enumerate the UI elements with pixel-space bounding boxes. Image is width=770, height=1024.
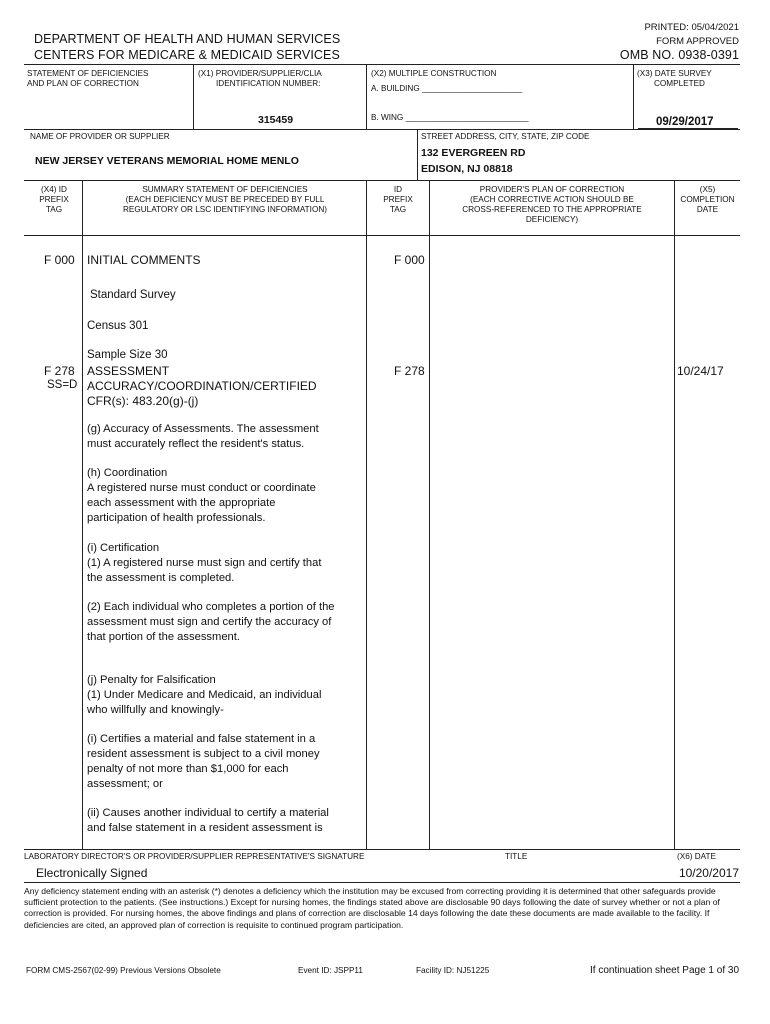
completion-date: 10/24/17 [677, 364, 724, 378]
paragraph-2: (2) Each individual who completes a portion of the assessment must sign and certify the accuracy of that portion of the assessment. [87, 601, 335, 643]
printed-date: PRINTED: 05/04/2021 [644, 22, 739, 33]
paragraph-i: (i) Certification (1) A registered nurse must sign and certify that the assessment is completed. [87, 542, 322, 584]
plan-header-line-2: (EACH CORRECTIVE ACTION SHOULD BE [470, 195, 634, 204]
date-label: (X6) DATE [677, 852, 716, 861]
x1-label: (X1) PROVIDER/SUPPLIER/CLIA [198, 69, 322, 78]
signature-label: LABORATORY DIRECTOR'S OR PROVIDER/SUPPLIER REPRESENTATIVE'S SIGNATURE [24, 852, 365, 861]
provider-number: 315459 [258, 114, 294, 126]
x5-header-line-1: (X5) [699, 185, 716, 194]
id-header-line-3: TAG [389, 205, 407, 214]
survey-date: 09/29/2017 [656, 116, 714, 128]
address-label: STREET ADDRESS, CITY, STATE, ZIP CODE [421, 132, 590, 141]
assessment-heading: ASSESSMENT ACCURACY/COORDINATION/CERTIFIED CFR(s): 483.20(g)-(j) [87, 364, 317, 408]
x4-header-line-1: (X4) ID [41, 185, 67, 194]
x3-label: (X3) DATE SURVEY [637, 69, 712, 78]
paragraph-j: (j) Penalty for Falsification (1) Under Medicare and Medicaid, an individual who willfully and knowingly- [87, 674, 322, 716]
provider-name-label: NAME OF PROVIDER OR SUPPLIER [30, 132, 170, 141]
x5-header-line-3: DATE [696, 205, 719, 214]
col-divider-4 [674, 180, 675, 850]
x3-label-2: COMPLETED [654, 79, 705, 88]
census: Census 301 [87, 320, 149, 332]
statement-label-2: AND PLAN OF CORRECTION [27, 79, 139, 88]
building-label: A. BUILDING ______________________ [371, 84, 523, 93]
survey-date-underline [638, 128, 738, 129]
plan-header-line-4: DEFICIENCY) [525, 215, 579, 224]
form-id: FORM CMS-2567(02-99) Previous Versions Obsolete [26, 966, 221, 975]
row-divider-2 [24, 180, 740, 181]
x1-label-2: IDENTIFICATION NUMBER: [216, 79, 321, 88]
signature-bottom-border [24, 882, 740, 883]
wing-label: B. WING ___________________________ [371, 113, 529, 122]
standard-survey: Standard Survey [90, 289, 176, 301]
signature-date: 10/20/2017 [678, 866, 739, 880]
provider-name: NEW JERSEY VETERANS MEMORIAL HOME MENLO [35, 155, 299, 167]
divider-x2 [366, 64, 367, 130]
tag-f278-left: F 278 [44, 364, 75, 378]
plan-header-line-1: PROVIDER'S PLAN OF CORRECTION [479, 185, 625, 194]
x2-label: (X2) MULTIPLE CONSTRUCTION [371, 69, 497, 78]
plan-header [430, 185, 674, 225]
id-header-line-1: ID [393, 185, 403, 194]
initial-comments: INITIAL COMMENTS [87, 253, 201, 267]
statement-label: STATEMENT OF DEFICIENCIES [27, 69, 149, 78]
tag-f000-right: F 000 [394, 253, 425, 267]
row-divider-1 [24, 129, 740, 130]
tag-f000-left: F 000 [44, 253, 75, 267]
x4-header-line-3: TAG [45, 205, 63, 214]
continuation-page: If continuation sheet Page 1 of 30 [590, 965, 739, 976]
omb-number: OMB NO. 0938-0391 [619, 48, 739, 62]
sample-size: Sample Size 30 [87, 349, 168, 361]
form-approved: FORM APPROVED [656, 36, 739, 47]
summary-header-line-2: (EACH DEFICIENCY MUST BE PRECEDED BY FULL [125, 195, 325, 204]
tag-f278-right: F 278 [394, 364, 425, 378]
paragraph-j-ii: (ii) Causes another individual to certify a material and false statement in a resident assessment is [87, 807, 329, 834]
scope-severity: SS=D [47, 379, 78, 391]
col-divider-1 [82, 180, 83, 850]
event-id: Event ID: JSPP11 [298, 966, 363, 975]
title-label: TITLE [505, 852, 528, 861]
x5-header-line-2: COMPLETION [680, 195, 735, 204]
address-line-1: 132 EVERGREEN RD [421, 147, 526, 159]
summary-header-line-1: SUMMARY STATEMENT OF DEFICIENCIES [142, 185, 308, 194]
col-divider-3 [429, 180, 430, 850]
id-header-line-2: PREFIX [383, 195, 413, 204]
agency-name: CENTERS FOR MEDICARE & MEDICAID SERVICES [34, 48, 340, 62]
paragraph-g: (g) Accuracy of Assessments. The assessment must accurately reflect the resident's status. [87, 423, 319, 450]
paragraph-h: (h) Coordination A registered nurse must conduct or coordinate each assessment with the appropriate participation of health professionals. [87, 467, 316, 524]
id-header [367, 185, 429, 215]
x4-header-line-2: PREFIX [39, 195, 69, 204]
x4-header [26, 185, 82, 215]
summary-header-line-3: REGULATORY OR LSC IDENTIFYING INFORMATION) [123, 205, 327, 214]
col-divider-2 [366, 180, 367, 850]
paragraph-j-i: (i) Certifies a material and false statement in a resident assessment is subject to a civil money penalty of not more than $1,000 for each assessment; or [87, 733, 320, 790]
divider-address [417, 129, 418, 181]
signature-value: Electronically Signed [36, 866, 148, 880]
divider-x1 [193, 64, 194, 130]
summary-header [84, 185, 366, 215]
header-row-divider [24, 235, 740, 236]
x5-header [675, 185, 740, 215]
department-name: DEPARTMENT OF HEALTH AND HUMAN SERVICES [34, 32, 341, 46]
disclaimer-text: Any deficiency statement ending with an asterisk (*) denotes a deficiency which the institution may be excused from correcting providing it is determined that other safeguards provide sufficient protection to the patients. (See instructions.) Except for nursing homes, the findings stated above are disclosable 90 days following the date of survey whether or not a plan of correction is provided. For nursing homes, the above findings and plans of correction are disclosable 14 days following the date these documents are made available to the facility. If deficiencies are cited, an approved plan of correction is requisite to continued program participation. [24, 886, 720, 930]
signature-top-border [24, 849, 740, 850]
divider-x3 [633, 64, 634, 130]
plan-header-line-3: CROSS-REFERENCED TO THE APPROPRIATE [462, 205, 642, 214]
address-line-2: EDISON, NJ 08818 [421, 163, 513, 175]
facility-id: Facility ID: NJ51225 [416, 966, 490, 975]
